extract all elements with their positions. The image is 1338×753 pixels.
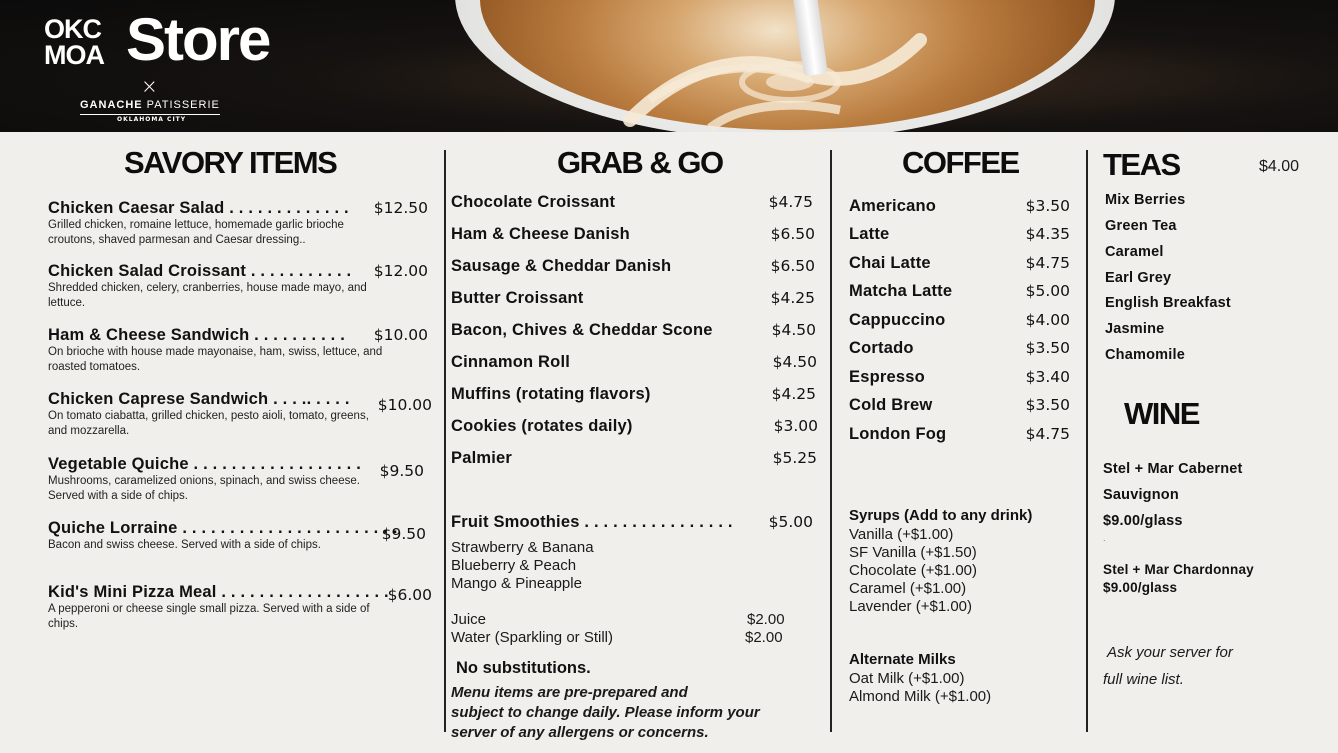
savory-item — [48, 390, 438, 439]
tea-item: Green Tea — [1105, 218, 1177, 234]
item-price: $4.50 — [771, 321, 816, 339]
tea-item: English Breakfast — [1105, 295, 1231, 311]
item-price: $5.00 — [768, 513, 813, 531]
item-price: $6.50 — [770, 257, 815, 275]
item-price: $6.50 — [770, 225, 815, 243]
item-name: Sausage & Cheddar Danish — [451, 257, 672, 275]
item-price: $12.00 — [373, 262, 428, 280]
logo-store-text: Store — [126, 6, 270, 73]
smoothie-flavor: Blueberry & Peach — [451, 557, 577, 574]
item-name: Kid's Mini Pizza Meal . . . . . . . . . . . . . . . . . . — [48, 583, 389, 601]
tea-item: Caramel — [1105, 244, 1164, 260]
item-price: $4.75 — [768, 193, 813, 211]
savory-item — [48, 455, 438, 504]
tea-item: Chamomile — [1105, 347, 1185, 363]
item-price: $3.50 — [1025, 197, 1070, 215]
item-price: $5.25 — [772, 449, 817, 467]
drink-name: Water (Sparkling or Still) — [451, 629, 613, 646]
wine-ask: Ask your server for — [1107, 644, 1233, 661]
item-name: Chicken Caprese Sandwich . . . .. . . . . — [48, 390, 350, 408]
tea-item: Earl Grey — [1105, 270, 1172, 286]
item-price: $4.35 — [1025, 225, 1070, 243]
item-price: $4.00 — [1025, 311, 1070, 329]
item-price: $10.00 — [373, 326, 428, 344]
syrup-option: SF Vanilla (+$1.50) — [849, 544, 977, 561]
partner-city: OKLAHOMA CITY — [117, 116, 187, 123]
item-name: Vegetable Quiche . . . . . . . . . . . . . . . . . . — [48, 455, 361, 473]
menu-note: Menu items are pre-prepared and subject to change daily. Please inform your server of any allergens or concerns. — [451, 684, 760, 741]
item-price: $3.50 — [1025, 339, 1070, 357]
item-desc: A pepperoni or cheese single small pizza. Served with a side of chips. — [48, 603, 370, 630]
milk-option: Almond Milk (+$1.00) — [849, 688, 992, 705]
item-name: Espresso — [849, 368, 925, 386]
grab-go-item — [451, 321, 816, 343]
drink-name: Juice — [451, 611, 487, 628]
item-price: $6.00 — [387, 586, 432, 604]
item-price: $3.00 — [773, 417, 818, 435]
item-name: Fruit Smoothies . . . . . . . . . . . . . . . . — [451, 513, 733, 531]
item-desc: Mushrooms, caramelized onions, spinach, and swiss cheese. Served with a side of chips. — [48, 475, 360, 502]
item-name: Cold Brew — [849, 396, 933, 414]
coffee-item — [849, 311, 1070, 333]
divider-3 — [1086, 150, 1088, 732]
item-name: Cookies (rotates daily) — [451, 417, 633, 435]
item-name: Ham & Cheese Danish — [451, 225, 630, 243]
item-name: Palmier — [451, 449, 513, 467]
wine-dot: . — [1103, 533, 1106, 543]
savory-heading: SAVORY ITEMS — [124, 145, 337, 180]
grab-go-item — [451, 225, 815, 247]
syrup-option: Lavender (+$1.00) — [849, 598, 973, 615]
grab-go-item — [451, 193, 813, 215]
item-name: Butter Croissant — [451, 289, 584, 307]
grab-go-item — [451, 257, 815, 279]
syrup-option: Chocolate (+$1.00) — [849, 562, 977, 579]
item-price: $4.75 — [1025, 425, 1070, 443]
savory-item — [48, 199, 438, 248]
coffee-item — [849, 368, 1070, 390]
item-name: Chai Latte — [849, 254, 931, 272]
coffee-item — [849, 339, 1070, 361]
item-name: Matcha Latte — [849, 282, 953, 300]
logo-okc-moa: OKC MOA — [44, 14, 104, 70]
tea-item: Mix Berries — [1105, 192, 1186, 208]
teas-heading: TEAS — [1103, 147, 1180, 182]
grab-go-item — [451, 449, 817, 471]
savory-item — [48, 326, 438, 375]
item-price: $3.50 — [1025, 396, 1070, 414]
item-price: $9.50 — [379, 462, 424, 480]
grab-go-item — [451, 289, 815, 311]
coffee-item — [849, 254, 1070, 276]
item-name: Chocolate Croissant — [451, 193, 616, 211]
item-price: $12.50 — [373, 199, 428, 217]
wine-heading: WINE — [1124, 396, 1199, 431]
grab-go-item — [451, 417, 818, 439]
milks-heading: Alternate Milks — [849, 651, 956, 668]
item-name: Chicken Salad Croissant . . . . . . . . . . . — [48, 262, 352, 280]
wine-line: Stel + Mar Cabernet — [1103, 461, 1243, 477]
coffee-item — [849, 396, 1070, 418]
smoothie-flavor: Mango & Pineapple — [451, 575, 582, 592]
savory-item — [48, 583, 438, 632]
coffee-item — [849, 282, 1070, 304]
coffee-item — [849, 197, 1070, 219]
grab-go-item — [451, 353, 817, 375]
item-price: $9.50 — [381, 525, 426, 543]
divider-1 — [444, 150, 446, 732]
syrup-option: Caramel (+$1.00) — [849, 580, 967, 597]
grab-go-item — [451, 385, 816, 407]
item-name: Quiche Lorraine . . . . . . . . . . . . . . . . . . . . . . . — [48, 519, 398, 537]
item-price: $10.00 — [377, 396, 432, 414]
drink-price: $2.00 — [745, 629, 783, 646]
no-substitutions: No substitutions. — [456, 659, 591, 677]
latte-art-icon — [590, 10, 970, 132]
savory-item — [48, 519, 438, 553]
milk-option: Oat Milk (+$1.00) — [849, 670, 965, 687]
coffee-item — [849, 425, 1070, 447]
syrup-option: Vanilla (+$1.00) — [849, 526, 954, 543]
wine-price: $9.00/glass — [1103, 580, 1178, 595]
item-desc: On brioche with house made mayonaise, ham, swiss, lettuce, and roasted tomatoes. — [48, 346, 383, 373]
item-desc: Shredded chicken, celery, cranberries, house made mayo, and lettuce. — [48, 282, 367, 309]
item-price: $4.75 — [1025, 254, 1070, 272]
item-name: Cinnamon Roll — [451, 353, 571, 371]
drink-price: $2.00 — [747, 611, 785, 628]
teas-price: $4.00 — [1259, 158, 1300, 175]
item-name: Bacon, Chives & Cheddar Scone — [451, 321, 713, 339]
item-name: Americano — [849, 197, 937, 215]
item-price: $5.00 — [1025, 282, 1070, 300]
item-name: Latte — [849, 225, 890, 243]
item-desc: Grilled chicken, romaine lettuce, homemade garlic brioche croutons, shaved parmesan and Caesar dressing.. — [48, 219, 344, 246]
item-price: $4.25 — [770, 289, 815, 307]
grab-go-heading: GRAB & GO — [557, 145, 723, 180]
coffee-heading: COFFEE — [902, 145, 1019, 180]
wine-price: $9.00/glass — [1103, 513, 1183, 529]
item-desc: Bacon and swiss cheese. Served with a side of chips. — [48, 539, 321, 551]
item-name: Chicken Caesar Salad . . . . . . . . . . . . . — [48, 199, 349, 217]
item-name: London Fog — [849, 425, 947, 443]
wine-line: Sauvignon — [1103, 487, 1179, 503]
item-name: Cortado — [849, 339, 914, 357]
item-name: Cappuccino — [849, 311, 946, 329]
item-price: $4.25 — [771, 385, 816, 403]
wine-ask: full wine list. — [1103, 671, 1184, 688]
item-name: Muffins (rotating flavors) — [451, 385, 651, 403]
smoothie-item — [451, 513, 813, 535]
header-banner — [0, 0, 1338, 132]
savory-item — [48, 262, 438, 311]
smoothie-flavor: Strawberry & Banana — [451, 539, 594, 556]
item-desc: On tomato ciabatta, grilled chicken, pesto aioli, tomato, greens, and mozzarella. — [48, 410, 369, 437]
partner-logo: GANACHE PATISSERIE — [80, 99, 220, 115]
wine-line: Stel + Mar Chardonnay — [1103, 562, 1254, 577]
syrups-heading: Syrups (Add to any drink) — [849, 507, 1033, 524]
coffee-item — [849, 225, 1070, 247]
divider-2 — [830, 150, 832, 732]
item-price: $4.50 — [772, 353, 817, 371]
tea-item: Jasmine — [1105, 321, 1165, 337]
item-name: Ham & Cheese Sandwich . . . . . . . . . . — [48, 326, 346, 344]
item-price: $3.40 — [1025, 368, 1070, 386]
logo-collab-x: × — [141, 74, 158, 98]
